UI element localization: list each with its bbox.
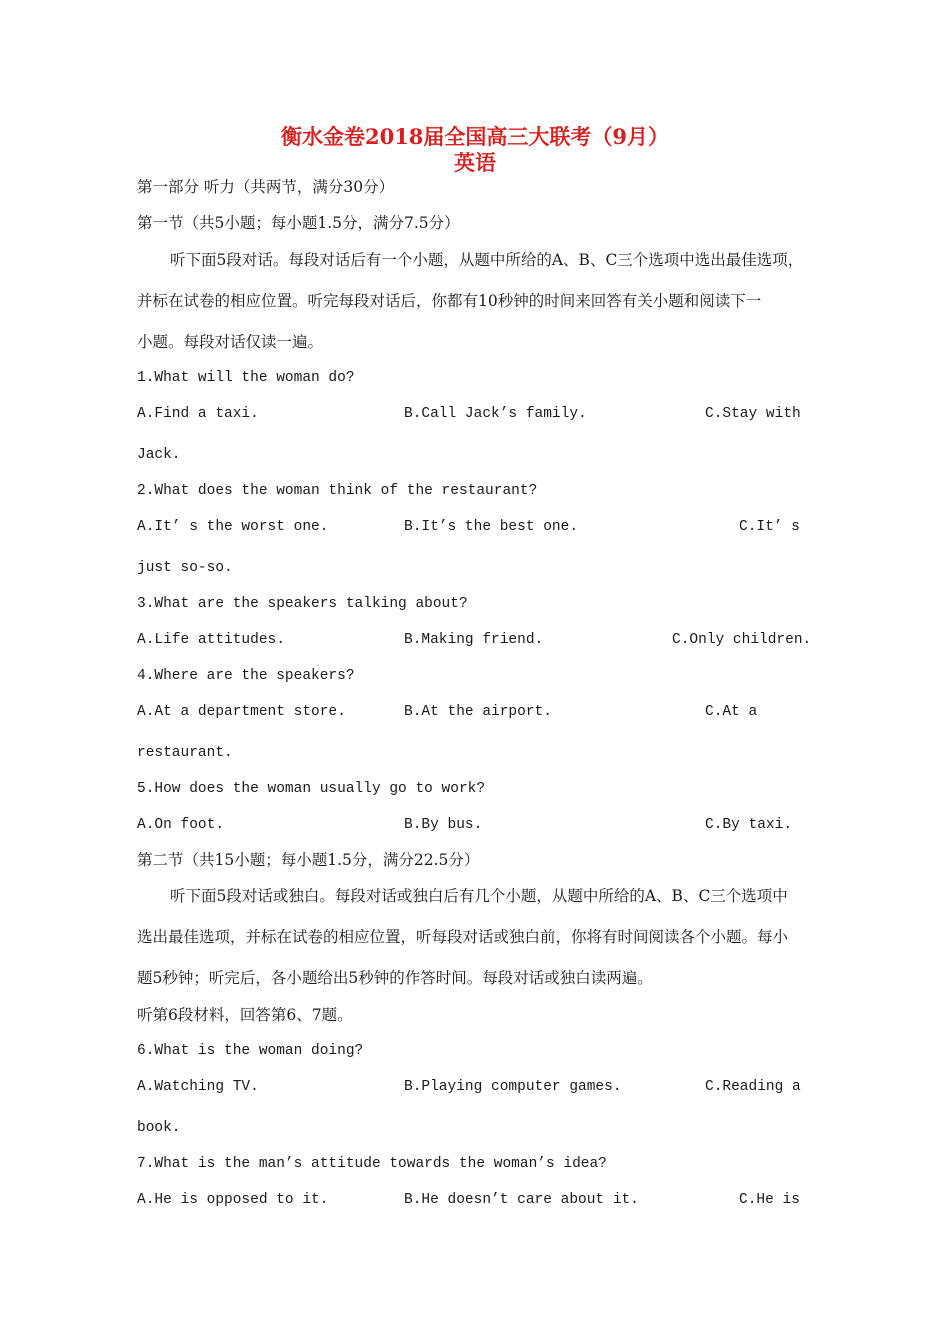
question-7-option-c: C.He is [739,1192,800,1208]
question-1-option-c-continued: Jack. [137,447,181,463]
question-6-option-b: B.Playing computer games. [404,1079,622,1095]
group-note: 听第6段材料，回答第6、7题。 [137,1006,353,1024]
question-7-option-b: B.He doesn’t care about it. [404,1192,639,1208]
question-2-stem: 2.What does the woman think of the restaurant? [137,483,538,499]
question-2-option-c-continued: just so-so. [137,560,233,576]
question-3-option-a: A.Life attitudes. [137,632,285,648]
question-6-stem: 6.What is the woman doing? [137,1043,364,1059]
part1-heading: 第一部分 听力（共两节，满分30分） [137,178,395,196]
question-7-stem: 7.What is the man’s attitude towards the woman’s idea? [137,1156,607,1172]
section2-instruction-line: 选出最佳选项，并标在试卷的相应位置，听每段对话或独白前，你将有时间阅读各个小题。每小 [137,928,789,946]
exam-subject: 英语 [454,150,496,175]
question-2-option-a: A.It’ s the worst one. [137,519,329,535]
question-4-option-c-continued: restaurant. [137,745,233,761]
question-4-option-c: C.At a [705,704,758,720]
question-1-stem: 1.What will the woman do? [137,370,355,386]
question-1-option-b: B.Call Jack’s family. [404,406,587,422]
section1-instruction-line: 小题。每段对话仅读一遍。 [137,333,324,351]
question-6-option-a: A.Watching TV. [137,1079,259,1095]
question-3-option-b: B.Making friend. [404,632,544,648]
question-4-option-b: B.At the airport. [404,704,552,720]
section2-heading: 第二节（共15小题；每小题1.5分，满分22.5分） [137,851,480,869]
question-4-option-a: A.At a department store. [137,704,346,720]
question-6-option-c-continued: book. [137,1120,181,1136]
question-5-option-c: C.By taxi. [705,817,793,833]
question-5-option-a: A.On foot. [137,817,225,833]
section1-instruction-line: 听下面5段对话。每段对话后有一个小题，从题中所给的A、B、C三个选项中选出最佳选项， [170,251,804,269]
question-7-option-a: A.He is opposed to it. [137,1192,329,1208]
section1-heading: 第一节（共5小题；每小题1.5分，满分7.5分） [137,214,460,232]
section1-instruction-line: 并标在试卷的相应位置。听完每段对话后，你都有10秒钟的时间来回答有关小题和阅读下一 [137,292,762,310]
section2-instruction-line: 听下面5段对话或独白。每段对话或独白后有几个小题，从题中所给的A、B、C三个选项中 [170,887,788,905]
question-2-option-b: B.It’s the best one. [404,519,579,535]
question-3-option-c: C.Only children. [672,632,812,648]
question-5-stem: 5.How does the woman usually go to work? [137,781,486,797]
question-2-option-c: C.It’ s [739,519,800,535]
question-4-stem: 4.Where are the speakers? [137,668,355,684]
section2-instruction-line: 题5秒钟；听完后，各小题给出5秒钟的作答时间。每段对话或独白读两遍。 [137,969,653,987]
question-6-option-c: C.Reading a [705,1079,801,1095]
question-3-stem: 3.What are the speakers talking about? [137,596,468,612]
exam-title: 衡水金卷2018届全国高三大联考（9月） [280,124,670,149]
question-5-option-b: B.By bus. [404,817,483,833]
question-1-option-a: A.Find a taxi. [137,406,259,422]
question-1-option-c: C.Stay with [705,406,801,422]
